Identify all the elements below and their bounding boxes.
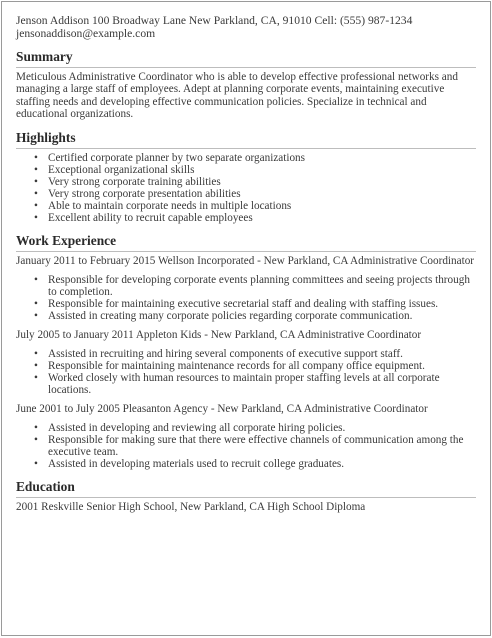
experience-heading: Work Experience <box>16 233 476 252</box>
contact-info <box>16 14 476 40</box>
job-bullets <box>16 422 476 470</box>
list-item: • Worked closely with human resources to maintain proper staffing levels at all corporate locations. <box>16 372 476 396</box>
contact-line: Jenson Addison 100 Broadway Lane New Parkland, CA, 91010 Cell: (555) 987-1234 <box>16 14 413 27</box>
list-item: • Assisted in creating many corporate policies regarding corporate communication. <box>16 310 476 322</box>
job-entry <box>16 403 476 470</box>
list-item: • Responsible for developing corporate events planning committees and seeing projects through to completion. <box>16 274 476 298</box>
job-bullets <box>16 274 476 322</box>
list-item: • Exceptional organizational skills <box>16 164 476 176</box>
education-entry: 2001 Reskville Senior High School, New Parkland, CA High School Diploma <box>16 501 366 514</box>
list-item: • Able to maintain corporate needs in multiple locations <box>16 200 476 212</box>
highlights-heading: Highlights <box>16 130 476 149</box>
list-item: • Certified corporate planner by two separate organizations <box>16 152 476 164</box>
job-bullets <box>16 348 476 396</box>
job-entry <box>16 329 476 396</box>
list-item: • Responsible for making sure that there were effective channels of communication among the executive team. <box>16 434 476 458</box>
job-header: June 2001 to July 2005 Pleasanton Agency - New Parkland, CA Administrative Coordinator <box>16 403 428 416</box>
job-header: July 2005 to January 2011 Appleton Kids - New Parkland, CA Administrative Coordinator <box>16 328 422 341</box>
education-heading: Education <box>16 479 476 498</box>
job-header: January 2011 to February 2015 Wellson Incorporated - New Parkland, CA Administrative Coordinator <box>16 254 475 267</box>
list-item: • Responsible for maintaining maintenance records for all company office equipment. <box>16 360 476 372</box>
resume-page <box>1 1 491 636</box>
list-item: • Very strong corporate presentation abilities <box>16 188 476 200</box>
list-item: • Responsible for maintaining executive secretarial staff and dealing with staffing issues. <box>16 298 476 310</box>
list-item: • Very strong corporate training abilities <box>16 176 476 188</box>
summary-heading: Summary <box>16 49 476 68</box>
list-item: • Excellent ability to recruit capable employees <box>16 212 476 224</box>
list-item: • Assisted in developing and reviewing all corporate hiring policies. <box>16 422 476 434</box>
summary-text: Meticulous Administrative Coordinator who is able to develop effective professional networks and managing a large staff of employees. Adept at planning corporate events, maintaining executive staffing needs and developing effective communication policies. Specialize in technical and educational organizations. <box>16 71 458 121</box>
list-item: • Assisted in recruiting and hiring several components of executive support staff. <box>16 348 476 360</box>
list-item: • Assisted in developing materials used to recruit college graduates. <box>16 458 476 470</box>
job-entry <box>16 255 476 322</box>
contact-email: jensonaddison@example.com <box>16 27 156 40</box>
highlights-list <box>16 152 476 224</box>
